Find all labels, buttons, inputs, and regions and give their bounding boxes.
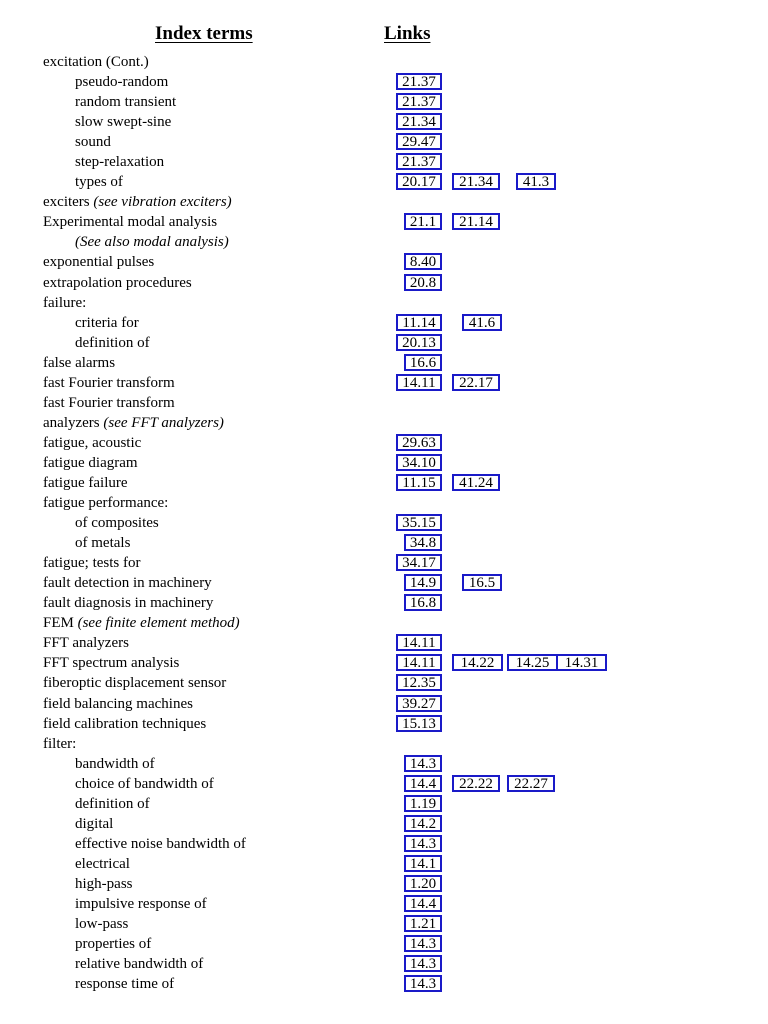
index-entry [0,333,768,353]
page-link[interactable]: 21.37 [396,93,442,110]
index-term [43,695,193,713]
term-text: electrical [75,855,130,872]
index-term [43,674,226,692]
link-group [396,373,756,393]
index-entry [0,734,768,754]
term-text: fatigue performance: [43,495,169,512]
index-term [43,594,213,612]
index-entry [0,633,768,653]
page-link[interactable]: 41.6 [462,314,502,331]
index-entry [0,834,768,854]
term-text: relative bandwidth of [75,956,204,973]
index-entry [0,72,768,92]
page-link[interactable]: 1.20 [404,875,442,892]
term-text: fatigue diagram [43,454,138,471]
term-text: of composites [75,515,159,532]
page-link[interactable]: 21.1 [404,213,442,230]
term-text: random transient [75,94,177,111]
index-term [43,634,129,652]
index-term [75,534,130,552]
link-group [396,212,756,232]
see-reference: (see finite element method) [77,615,240,632]
link-group [396,834,756,854]
index-entry [0,172,768,192]
term-text: high-pass [75,875,133,892]
index-term [75,955,203,973]
index-entry [0,232,768,252]
term-text: fault diagnosis in machinery [43,595,214,612]
term-text: criteria for [75,314,139,331]
index-entry [0,914,768,934]
link-group [396,673,756,693]
index-entry [0,894,768,914]
index-term [75,815,113,833]
link-group [396,814,756,834]
index-entry [0,954,768,974]
page-link[interactable]: 14.3 [404,935,442,952]
page-link[interactable]: 41.3 [516,173,556,190]
index-term [75,755,155,773]
index-term [75,895,207,913]
link-group [396,533,756,553]
link-group [396,92,756,112]
index-term [75,133,111,151]
term-text: impulsive response of [75,895,207,912]
page-link[interactable]: 22.17 [452,374,500,391]
link-group [396,954,756,974]
index-terms-heading: Index terms [155,23,253,44]
index-entry [0,353,768,373]
index-entry [0,273,768,293]
page-link[interactable]: 14.4 [404,895,442,912]
link-group [396,774,756,794]
term-text: types of [75,174,123,191]
index-term [75,73,168,91]
term-text: analyzers [43,414,104,431]
link-group [396,974,756,994]
page-link[interactable]: 29.47 [396,133,442,150]
term-text: of metals [75,535,131,552]
index-entry [0,112,768,132]
term-text: excitation (Cont.) [43,54,149,70]
page-link[interactable]: 1.21 [404,915,442,932]
page-link[interactable]: 34.17 [396,554,442,571]
index-entry [0,252,768,272]
link-group [396,794,756,814]
page-link[interactable]: 21.34 [452,173,500,190]
index-entry [0,553,768,573]
index-entry [0,493,768,513]
index-entry [0,754,768,774]
index-term [75,93,176,111]
index-entry [0,132,768,152]
index-entry [0,192,768,212]
page-link[interactable]: 20.8 [404,274,442,291]
index-entry [0,934,768,954]
page-link[interactable]: 29.63 [396,434,442,451]
index-term [43,394,175,412]
index-entry [0,714,768,734]
term-text: failure: [43,294,87,311]
link-group [396,874,756,894]
page-link[interactable]: 1.19 [404,795,442,812]
index-entry [0,152,768,172]
see-reference: (see FFT analyzers) [103,414,224,431]
index-entry [0,874,768,894]
index-term [75,935,151,953]
page-link[interactable]: 20.17 [396,173,442,190]
term-text: sound [75,134,111,151]
term-text: filter: [43,735,77,752]
term-text: fast Fourier transform [43,394,175,411]
link-group [396,132,756,152]
term-text: low-pass [75,916,129,933]
index-term [75,795,150,813]
page-link[interactable]: 14.11 [396,654,442,671]
index-entry [0,974,768,994]
index-term [43,53,149,71]
term-text: fiberoptic displacement sensor [43,675,227,692]
page-link[interactable]: 21.37 [396,73,442,90]
term-text: properties of [75,936,152,953]
link-group [396,313,756,333]
page-link[interactable]: 14.4 [404,775,442,792]
page-link[interactable]: 14.22 [452,654,503,671]
link-group [396,854,756,874]
term-text: Experimental modal analysis [43,214,218,231]
index-term [43,614,240,632]
index-term [43,414,224,432]
term-text: slow swept-sine [75,114,172,131]
term-text: step-relaxation [75,154,165,171]
page-link[interactable]: 14.3 [404,835,442,852]
index-term [43,574,212,592]
link-group [396,273,756,293]
term-text: field calibration techniques [43,715,207,732]
index-entry [0,433,768,453]
link-group [396,473,756,493]
page-link[interactable]: 14.31 [556,654,607,671]
page-link[interactable]: 35.15 [396,514,442,531]
term-text: fatigue, acoustic [43,434,142,451]
page-link[interactable]: 15.13 [396,715,442,732]
page-link[interactable]: 21.37 [396,153,442,170]
page-link[interactable]: 14.1 [404,855,442,872]
page-link[interactable]: 14.3 [404,955,442,972]
index-entry [0,854,768,874]
index-term [43,374,175,392]
index-term [75,233,229,251]
index-entry [0,774,768,794]
page-link[interactable]: 39.27 [396,695,442,712]
index-term [43,554,140,572]
index-term [75,855,130,873]
index-entry [0,453,768,473]
page-link[interactable]: 14.3 [404,975,442,992]
index-term [75,775,214,793]
term-text: definition of [75,795,150,812]
link-group [396,252,756,272]
term-text: fault detection in machinery [43,575,212,592]
link-group [396,633,756,653]
term-text: choice of bandwidth of [75,775,214,792]
index-term [43,253,154,271]
link-group [396,694,756,714]
index-entry [0,673,768,693]
index-term [43,494,168,512]
link-group [396,513,756,533]
term-text: FFT analyzers [43,635,129,652]
link-group [396,914,756,934]
index-term [75,835,246,853]
index-term [75,314,139,332]
page-link[interactable]: 41.24 [452,474,500,491]
link-group [396,172,756,192]
term-text: bandwidth of [75,755,155,772]
index-entry [0,52,768,72]
term-text: effective noise bandwidth of [75,835,246,852]
index-term [75,113,171,131]
term-text: false alarms [43,354,116,371]
page-link[interactable]: 11.15 [396,474,442,491]
term-text: digital [75,815,114,832]
link-group [396,653,756,673]
index-term [75,173,123,191]
index-term [75,514,159,532]
page-link[interactable]: 14.3 [404,755,442,772]
term-text: fast Fourier transform [43,374,175,391]
index-term [43,474,128,492]
index-entry [0,794,768,814]
index-entry [0,814,768,834]
index-entry [0,373,768,393]
page-link[interactable]: 11.14 [396,314,442,331]
see-reference: (see vibration exciters) [93,194,232,211]
term-text: exciters [43,194,94,211]
term-text: fatigue; tests for [43,555,141,572]
link-group [396,72,756,92]
index-entry [0,92,768,112]
page-link[interactable]: 34.10 [396,454,442,471]
term-text: definition of [75,334,150,351]
link-group [396,152,756,172]
term-text: FEM [43,615,78,632]
page-link[interactable]: 14.11 [396,634,442,651]
index-entry [0,694,768,714]
see-reference: (See also modal analysis) [75,234,229,251]
page-link[interactable]: 8.40 [404,253,442,270]
index-term [43,294,86,312]
index-term [75,975,174,993]
index-entry [0,593,768,613]
link-group [396,573,756,593]
term-text: extrapolation procedures [43,274,192,291]
index-entry [0,473,768,493]
index-term [43,735,76,753]
index-entry [0,653,768,673]
link-group [396,433,756,453]
link-group [396,553,756,573]
page-link[interactable]: 22.22 [452,775,500,792]
index-term [75,153,164,171]
index-term [43,715,206,733]
index-entry [0,212,768,232]
index-entry-list [0,52,768,994]
page-link[interactable]: 14.25 [507,654,558,671]
term-text: pseudo-random [75,74,169,91]
index-term [43,654,179,672]
term-text: fatigue failure [43,474,128,491]
page-link[interactable]: 16.8 [404,594,442,611]
index-term [75,334,150,352]
index-term [43,434,141,452]
page-link[interactable]: 21.14 [452,213,500,230]
index-entry [0,313,768,333]
link-group [396,714,756,734]
page-link[interactable]: 34.8 [404,534,442,551]
term-text: exponential pulses [43,254,155,271]
page-link[interactable]: 21.34 [396,113,442,130]
link-group [396,333,756,353]
page-link[interactable]: 16.5 [462,574,502,591]
index-term [43,354,115,372]
index-entry [0,513,768,533]
index-entry [0,533,768,553]
page-link[interactable]: 14.11 [396,374,442,391]
link-group [396,593,756,613]
links-heading: Links [384,23,431,44]
index-entry [0,293,768,313]
link-group [396,112,756,132]
page-link[interactable]: 12.35 [396,674,442,691]
index-entry [0,413,768,433]
term-text: FFT spectrum analysis [43,655,180,672]
index-term [75,875,133,893]
link-group [396,754,756,774]
index-entry [0,393,768,413]
index-term [75,915,128,933]
link-group [396,353,756,373]
term-text: response time of [75,976,175,993]
page-link[interactable]: 22.27 [507,775,555,792]
index-term [43,274,192,292]
link-group [396,894,756,914]
index-term [43,193,232,211]
index-term [43,454,138,472]
page-link[interactable]: 16.6 [404,354,442,371]
term-text: field balancing machines [43,695,193,712]
page-link[interactable]: 14.9 [404,574,442,591]
page-link[interactable]: 14.2 [404,815,442,832]
index-term [43,213,217,231]
link-group [396,934,756,954]
page-link[interactable]: 20.13 [396,334,442,351]
link-group [396,453,756,473]
index-entry [0,573,768,593]
index-entry [0,613,768,633]
